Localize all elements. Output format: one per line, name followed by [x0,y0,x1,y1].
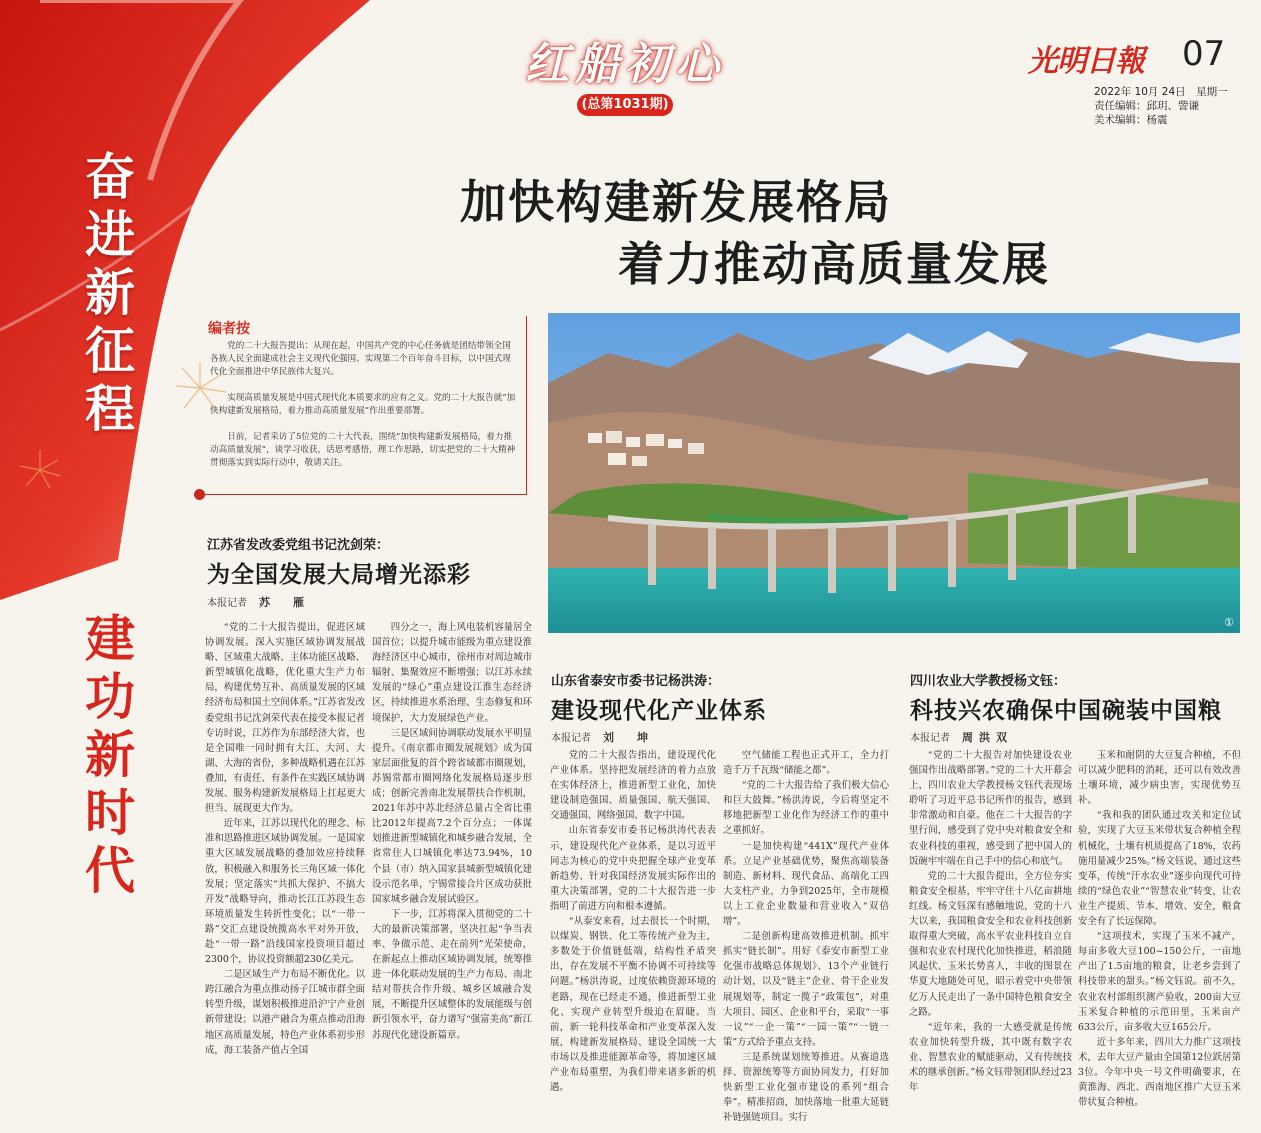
column-logo [505,28,745,118]
article2-column-1 [550,748,716,1126]
article3-kicker: 四川农业大学教授杨文钰： [910,674,1067,689]
paragraph: 近十多年来，四川大力推广这项技术，去年大豆产量由全国第12位跃居第3位。今年中央一号文件明确要求，在黄淮海、西北、西南地区推广大豆玉米带状复合种植。 [1078,1036,1241,1109]
paragraph: “我和我的团队通过攻关和定位试验，实现了大豆玉米带状复合种植全程机械化，土壤有机质提高了18%，农药施用量减少25%。”杨文钰说，通过这些变革，传统“汗水农业”逐步向现代可持续的“绿色农业”“智慧农业”转变，让农业生产提质、节本、增效、安全，粮食安全有了长远保障。 [1078,810,1241,928]
slogan-part-1: 奋 进 新 征 程 [85,148,135,438]
editor-note-paragraph: 党的二十大报告提出：从现在起，中国共产党的中心任务就是团结带领全国各族人民全面建成社会主义现代化强国、实现第二个百年奋斗目标，以中国式现代化全面推进中华民族伟大复兴。 [210,341,511,377]
article1-byline: 本报记者 苏 雁 [207,596,310,609]
headline-line-2: 着力推动高质量发展 [618,237,1050,291]
article3-column-2 [1078,748,1241,1126]
paragraph: “这项技术，实现了玉米不减产，每亩多收大豆100~150公斤，一亩地产出了1.5亩地的粮食，让老乡尝到了科技带来的甜头。”杨文钰说。前不久，农业农村部组织测产验收，200亩大豆玉米复合种植的示范田里，玉米亩产633公斤，亩多收大豆165公斤。 [1078,931,1241,1033]
article2-column-2 [723,748,889,1126]
article3-title: 科技兴农确保中国碗装中国粮 [910,698,1222,724]
paragraph: “近年来，我的一大感受就是传统农业加快转型升级，其中既有数字农业、智慧农业的赋能驱动，又有传统技术的继承创新。”杨文钰带领团队经过23年 [909,1021,1072,1094]
article1-kicker: 江苏省发改委党组书记沈剑荣： [207,538,390,553]
editor-note-paragraph: 实现高质量发展是中国式现代化本质要求的应有之义。党的二十大报告就“加快构建新发展格局，着力推动高质量发展”作出重要部署。 [210,393,516,416]
article1-column-1 [205,620,365,1125]
issue-number: (总第1031期) [577,94,673,116]
red-dot-decoration [194,489,205,500]
paragraph: 党的二十大报告提出，全方位夯实粮食安全根基，牢牢守住十八亿亩耕地红线。杨文钰深有感触地说，党的十八大以来，我国粮食安全和农业科技创新取得重大突破，高水平农业科技自立自强和农业农村现代化加快推进，稻浪随风起伏、玉米长势喜人，丰收的图景在华夏大地随处可见，昭示着党中央带领亿万人民走出了一条中国特色粮食安全之路。 [909,870,1072,1018]
paragraph: 三是区域间协调联动发展水平明显提升。《南京都市圈发展规划》成为国家层面批复的首个跨省域都市圈规划，苏锡常都市圈网络化发展格局逐步形成；创新完善南北发展帮扶合作机制，2021年苏中苏北经济总量占全省比重比2012年提高7.2个百分点；一体谋划推进新型城镇化和城乡融合发展，全省常住人口城镇化率达73.94%，10个县（市）纳入国家县城新型城镇化建设示范名单，宁锡常接合片区成功获批国家城乡融合发展试验区。 [372,727,532,905]
editor-note-label: 编者按 [208,321,250,337]
article1-column-2 [372,620,532,1125]
paragraph: 二是区域生产力布局不断优化。以跨江融合为重点推动扬子江城市群全面转型升级，谋划积极推进沿沪宁产业创新带建设；以港产融合为重点推动沿海地区高质量发展，特色产业体系初步形成，海工装备产值占全国 [205,969,365,1056]
column-logo-title: 红船初心 [525,39,725,90]
paragraph: 山东省泰安市委书记杨洪涛代表表示，建设现代化产业体系，是以习近平同志为核心的党中央把握全球产业变革新趋势、针对我国经济发展实际作出的重大决策部署，党的二十大报告进一步指明了前进方向和根本遵循。 [550,825,716,912]
paragraph: 党的二十大报告指出，建设现代化产业体系。坚持把发展经济的着力点放在实体经济上，推进新型工业化，加快建设制造强国、质量强国、航天强国、交通强国、网络强国、数字中国。 [550,750,716,822]
paragraph: “从泰安来看，过去很长一个时期，以煤炭、钢铁、化工等传统产业为主，多数处于价值链低端，结构性矛盾突出，存在发展不平衡不协调不可持续等问题。”杨洪涛说，过度依赖资源环境的老路，现在已经走不通，推进新型工业化、实现产业转型升级迫在眉睫。当前，新一轮科技革命和产业变革深入发展，构建新发展格局、建设全国统一大市场以及推进能源革命等，将加速区域产业布局重塑，为我们带来诸多新的机遇。 [550,916,716,1094]
paragraph: 三是系统谋划统筹推进。从赛道选择、资源统筹等方面协同发力，打好加快新型工业化强市建设的系列“组合拳”。精准招商，加快落地一批重大延链补链强链项目。实行 [723,1051,889,1124]
paragraph: “党的二十大报告提出，促进区域协调发展。深入实施区域协调发展战略、区域重大战略、主体功能区战略、新型城镇化战略，优化重大生产力布局，构建优势互补、高质量发展的区域经济布局和国土空间体系。”江苏省发改委党组书记沈剑荣代表在接受本报记者专访时说，江苏作为东部经济大省，也是全国唯一同时拥有大江、大河、大湖、大海的省份，多种战略机遇在江苏叠加，有责任、有条件在实践区域协调发展、服务构建新发展格局上扛起更大担当、展现更大作为。 [205,622,365,815]
article2-title: 建设现代化产业体系 [551,698,767,724]
editor-note [200,316,527,495]
photo-railway-bridge [548,313,1240,633]
paragraph: 近年来，江苏以现代化的理念、标准和思路推进区域协调发展。一是国家重大区域发展战略的叠加效应持续释放，积极融入和服务长三角区域一体化发展；坚定落实“共抓大保护、不搞大开发”战略导向，推动长江江苏段生态环境质量发生转折性变化；以“一带一路”交汇点建设统揽高水平对外开放，赴“一带一路”沿线国家投资项目超过2300个，协议投资额超230亿美元。 [205,818,365,966]
headline-line-1: 加快构建新发展格局 [460,175,892,229]
page-number: 07 [1182,34,1226,74]
article2-byline: 本报记者 刘 坤 [551,731,654,744]
article3-byline: 本报记者 周洪双 [910,731,1013,744]
slogan-part-2: 建 功 新 时 代 [85,610,135,900]
landscape-illustration [548,313,1240,633]
paper-name: 光明日報 [1028,44,1144,79]
art-editor: 美术编辑：杨震 [1094,114,1168,126]
responsible-editors: 责任编辑：邱玥、訾谦 [1094,100,1199,112]
paragraph: 空气储能工程也正式开工，全力打造千万千瓦级“储能之都”。 [723,750,889,777]
paragraph: 下一步，江苏将深入贯彻党的二十大的最新决策部署，坚决扛起“争当表率、争做示范、走在前列”光荣使命，在新起点上推动区域协调发展，统筹推进一体化联动发展的生产力布局、南北结对帮扶合作升级、城乡区域融合发展，不断提升区域整体的发展能级与创新引领水平，奋力谱写“强富美高”新江苏现代化建设新篇章。 [372,908,532,1041]
editor-note-paragraph: 日前，记者采访了5位党的二十大代表，围绕“加快构建新发展格局，着力推动高质量发展”，谈学习收获，话思考感悟，理工作思路，切实把党的二十大精神贯彻落实到实际行动中，敬请关注。 [210,432,516,468]
masthead [1020,28,1250,128]
paragraph: 玉米和耐阴的大豆复合种植，不但可以减少肥料的消耗，还可以有效改善土壤环境，减少病虫害，实现优势互补。 [1078,750,1241,807]
paragraph: “党的二十大报告对加快建设农业强国作出战略部署。”党的二十大开幕会上，四川农业大学教授杨文钰代表现场聆听了习近平总书记所作的报告，感到非常激动和自豪。他在二十大报告的字里行间，感受到了党中央对粮食安全和农业科技的重视，感受到了把中国人的饭碗牢牢端在自己手中的信心和底气。 [909,750,1072,867]
article1-title: 为全国发展大局增光添彩 [207,562,471,588]
article3-column-1 [909,748,1072,1126]
paragraph: 二是创新构建高效推进机制。抓牢抓实“链长制”。用好《泰安市新型工业化强市战略总体规划》、13个产业链行动计划，以及“链主”企业、骨干企业发展规划等，制定一揽子“政策包”，对重大项目、园区、企业和平台，采取“一事一议”“一企一策”“一园一策”“一链一策”方式给予重点支持。 [723,931,889,1048]
photo-number: ① [1224,616,1234,629]
article2-kicker: 山东省泰安市委书记杨洪涛： [551,674,721,689]
paragraph: 四分之一，海上风电装机容量居全国首位；以提升城市能级为重点建设淮海经济区中心城市，徐州市对周边城市辐射、集聚效应不断增强；以江苏永续发展的“绿心”重点建设江淮生态经济区，持续推进水系治理、生态修复和环境保护，大力发展绿色产业。 [372,622,532,724]
paragraph: “党的二十大报告给了我们极大信心和巨大鼓舞。”杨洪涛说，今后将坚定不移地把新型工业化作为经济工作的重中之重抓好。 [723,780,889,837]
paragraph: 一是加快构建“441X”现代产业体系。立足产业基础优势，聚焦高端装备制造、新材料、现代食品、高端化工四大支柱产业，力争到2025年，全市规模以上工业企业数量和营业收入“双倍增”。 [723,840,889,928]
date-line: 2022年 10月 24日 星期一 [1094,86,1228,98]
